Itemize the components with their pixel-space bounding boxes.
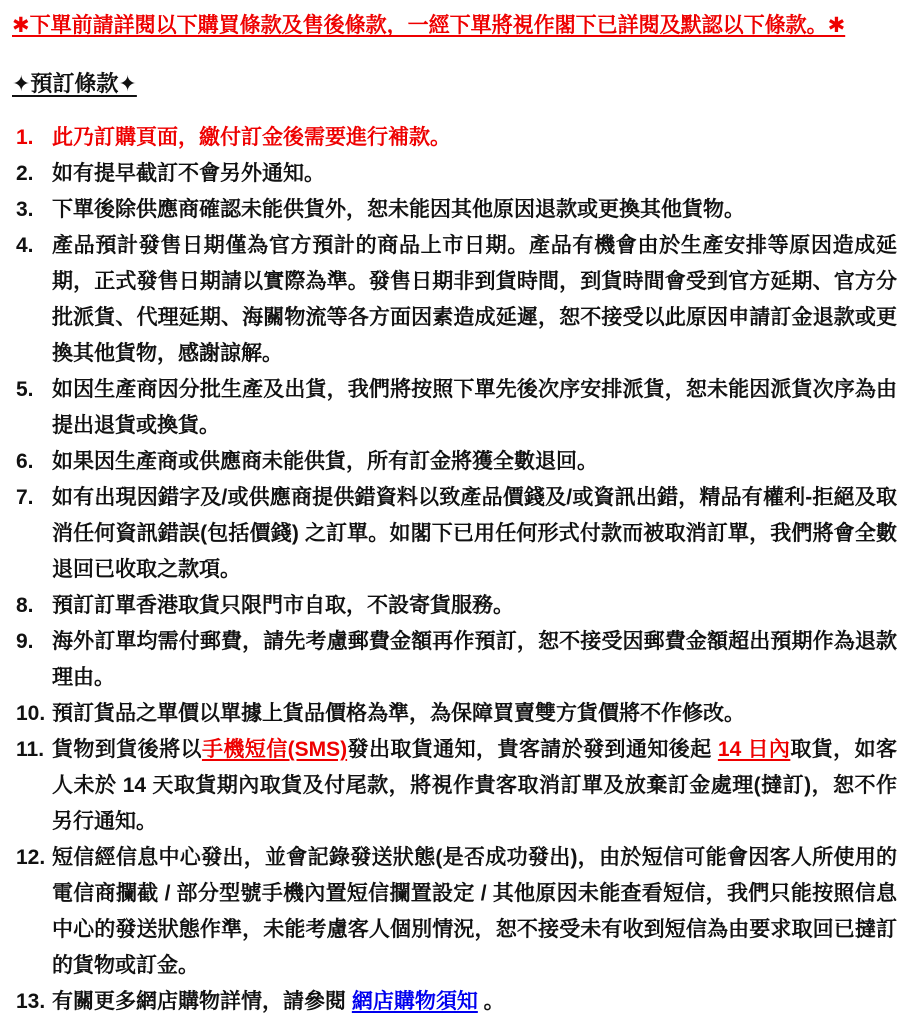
section-title-wrap [12,67,897,98]
term-item [10,588,897,624]
term-segment: 。 [477,990,505,1014]
term-text [52,486,897,581]
term-segment: 下單後除供應商確認未能供貨外，恕未能因其他原因退款或更換其他貨物。 [52,198,745,222]
term-number: 5. [16,378,34,402]
term-text [52,378,897,437]
term-text [52,990,505,1013]
term-segment: 取貨，如客人未於 14 天取貨期內取貨及付尾款，將視作貴客取消訂單及放棄訂金處理(撻訂)，恕不作另行通知。 [52,738,898,834]
term-item [10,480,897,588]
pre-order-notice-banner: ✱下單前請詳閱以下購買條款及售後條款，一經下單將視作閣下已詳閱及默認以下條款。✱ [12,14,846,37]
term-segment: 貨物到貨後將以 [52,738,202,762]
store-shopping-notice-link[interactable]: 網店購物須知 [351,990,478,1014]
term-item [10,984,897,1020]
term-segment: 有關更多網店購物詳情，請參閱 [52,990,352,1014]
term-number: 9. [16,630,34,654]
term-text [52,630,897,689]
term-item [10,372,897,444]
term-segment: 手機短信(SMS) [201,738,348,762]
term-item [10,444,897,480]
section-title-preorder-terms: ✦預訂條款✦ [12,71,137,97]
term-segment: 如因生產商因分批生產及出貨，我們將按照下單先後次序安排派貨，恕未能因派貨次序為由提出退貨或換貨。 [52,378,897,438]
term-segment: 如果因生產商或供應商未能供貨，所有訂金將獲全數退回。 [52,450,598,474]
term-number: 7. [16,486,34,510]
term-segment: 如有提早截訂不會另外通知。 [52,162,325,186]
term-text [52,594,514,617]
term-segment: 預訂訂單香港取貨只限門市自取，不設寄貨服務。 [52,594,514,618]
term-segment: 海外訂單均需付郵費，請先考慮郵費金額再作預訂，恕不接受因郵費金額超出預期作為退款理由。 [52,630,897,690]
term-item [10,840,897,984]
term-number: 2. [16,162,34,186]
term-segment: 產品預計發售日期僅為官方預計的商品上市日期。產品有機會由於生產安排等原因造成延期，正式發售日期請以實際為準。發售日期非到貨時間，到貨時間會受到官方延期、官方分批派貨、代理延期、海關物流等各方面因素造成延遲，恕不接受以此原因申請訂金退款或更換其他貨物，感謝諒解。 [52,234,897,366]
term-text [52,846,897,977]
term-segment: 如有出現因錯字及/或供應商提供錯資料以致產品價錢及/或資訊出錯，精品有權利-拒絕及取消任何資訊錯誤(包括價錢) 之訂單。如閣下已用任何形式付款而被取消訂單，我們將會全數退回已收取之款項。 [52,486,897,582]
term-item [10,192,897,228]
term-number: 4. [16,234,34,258]
terms-list [10,120,897,1020]
term-text [52,702,745,725]
term-item [10,732,897,840]
term-text [52,198,745,221]
term-item [10,228,897,372]
term-segment: 短信經信息中心發出，並會記錄發送狀態(是否成功發出)，由於短信可能會因客人所使用的電信商攔截 / 部分型號手機內置短信攔置設定 / 其他原因未能查看短信，我們只能按照信息中心的發送狀態作準，未能考慮客人個別情況，恕不接受未有收到短信為由要求取回已撻訂的貨物或訂金。 [52,846,897,978]
term-text [52,234,897,365]
term-number: 6. [16,450,34,474]
term-segment: 發出取貨通知，貴客請於發到通知後起 [347,738,718,762]
term-item [10,696,897,732]
term-number: 1. [16,126,34,150]
term-segment: 14 日內 [717,738,791,762]
term-item [10,156,897,192]
term-item [10,624,897,696]
term-number: 8. [16,594,34,618]
term-segment: 此乃訂購頁面，繳付訂金後需要進行補款。 [52,126,451,150]
term-number: 13. [16,990,46,1014]
term-text [52,126,451,149]
term-number: 11. [16,738,45,762]
term-number: 12. [16,846,46,870]
term-segment: 預訂貨品之單價以單據上貨品價格為準，為保障買賣雙方貨價將不作修改。 [52,702,745,726]
term-text [52,450,598,473]
term-text [52,738,897,833]
term-item [10,120,897,156]
term-number: 10. [16,702,46,726]
term-number: 3. [16,198,34,222]
term-text [52,162,325,185]
